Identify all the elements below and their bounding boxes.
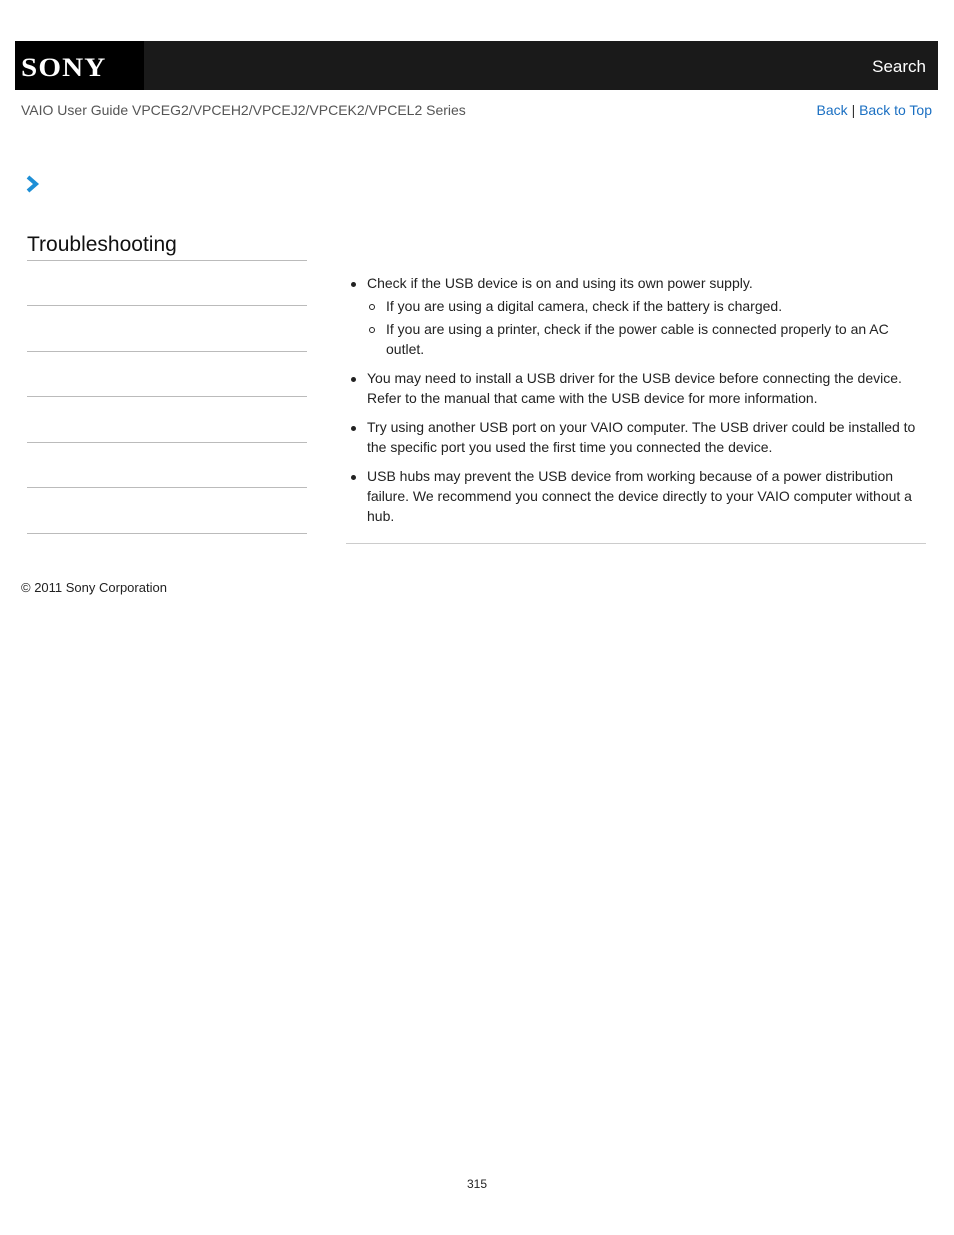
- sidebar-divider: [27, 487, 307, 488]
- sub-list-item-text: If you are using a printer, check if the power cable is connected properly to an AC outlet.: [386, 321, 889, 357]
- sidebar-divider: [27, 396, 307, 397]
- logo-box: [15, 41, 144, 90]
- sidebar-divider: [27, 305, 307, 306]
- sidebar-divider: [27, 351, 307, 352]
- list-item-text: Try using another USB port on your VAIO computer. The USB driver could be installed to the specific port you used the first time you connected the device.: [367, 419, 916, 455]
- chevron-right-icon[interactable]: [25, 175, 41, 193]
- page-number: 315: [466, 1177, 488, 1191]
- section-title: Troubleshooting: [27, 233, 177, 256]
- search-button[interactable]: Search: [872, 57, 926, 76]
- list-item: [346, 417, 926, 457]
- list-item: [346, 466, 926, 526]
- circle-bullet-icon: [369, 304, 375, 310]
- circle-bullet-icon: [369, 327, 375, 333]
- content-divider: [346, 543, 926, 544]
- content-area: [346, 273, 926, 535]
- back-to-top-link[interactable]: Back to Top: [859, 102, 932, 118]
- copyright: © 2011 Sony Corporation: [21, 580, 167, 595]
- nav-links: [817, 102, 932, 118]
- bullet-icon: [351, 282, 356, 287]
- bullet-icon: [351, 426, 356, 431]
- list-item: [346, 273, 926, 359]
- list-item-text: You may need to install a USB driver for the USB device before connecting the device. Refer to the manual that came with the USB device for more information.: [367, 370, 902, 406]
- sony-logo: SONY: [21, 53, 107, 82]
- guide-title: VAIO User Guide VPCEG2/VPCEH2/VPCEJ2/VPCEK2/VPCEL2 Series: [21, 102, 466, 118]
- sidebar-divider: [27, 260, 307, 261]
- sub-list-item: [346, 296, 926, 316]
- list-item-text: USB hubs may prevent the USB device from working because of a power distribution failure. We recommend you connect the device directly to your VAIO computer without a hub.: [367, 468, 912, 524]
- bullet-icon: [351, 475, 356, 480]
- list-item: [346, 368, 926, 408]
- bullet-icon: [351, 377, 356, 382]
- sub-list-item-text: If you are using a digital camera, check if the battery is charged.: [386, 298, 783, 314]
- back-link[interactable]: Back: [816, 102, 848, 118]
- sidebar-divider: [27, 442, 307, 443]
- sidebar-divider: [27, 533, 307, 534]
- list-item-text: Check if the USB device is on and using its own power supply.: [367, 275, 753, 291]
- top-bar: [15, 41, 938, 90]
- sub-list-item: [346, 319, 926, 359]
- nav-separator: |: [851, 102, 856, 118]
